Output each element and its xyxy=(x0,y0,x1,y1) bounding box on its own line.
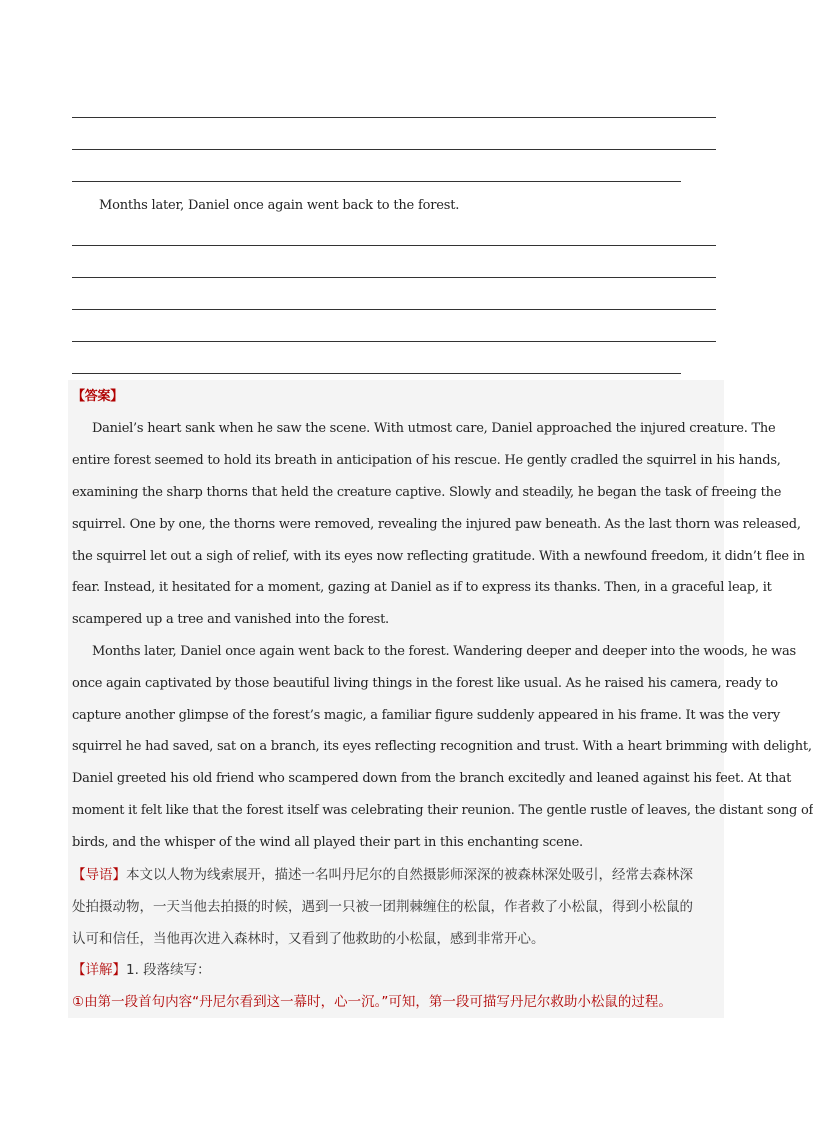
answer-p2-line: Months later, Daniel once again went back to the forest. Wandering deeper and deeper into the woods, he was xyxy=(92,644,796,659)
answer-p1-line: entire forest seemed to hold its breath in anticipation of his rescue. He gently cradled the squirrel in his hands, xyxy=(72,453,781,468)
answer-p1-line: Daniel’s heart sank when he saw the scene. With utmost care, Daniel approached the injured creature. The xyxy=(92,421,776,436)
detail-line xyxy=(72,992,720,1012)
guide-text: 处拍摄动物，一天当他去拍摄的时候，遇到一只被一团荆棘缠住的松鼠，作者救了小松鼠，得到小松鼠的 xyxy=(72,899,693,915)
guide-label: 【导语】 xyxy=(72,867,126,883)
answer-p1-line: examining the sharp thorns that held the creature captive. Slowly and steadily, he began the task of freeing the xyxy=(72,485,782,500)
writing-line xyxy=(72,117,716,118)
answer-p2-line: squirrel he had saved, sat on a branch, its eyes reflecting recognition and trust. With a heart brimming with delight, xyxy=(72,739,812,754)
guide-text: 本文以人物为线索展开，描述一名叫丹尼尔的自然摄影师深深的被森林深处吸引，经常去森林深 xyxy=(126,867,693,883)
writing-line xyxy=(72,277,716,278)
guide-line xyxy=(72,897,720,917)
answer-p1-line: scampered up a tree and vanished into the forest. xyxy=(72,612,389,627)
writing-line xyxy=(72,149,716,150)
detail-point: ①由第一段首句内容“丹尼尔看到这一幕时，心一沉。”可知，第一段可描写丹尼尔救助小松鼠的过程。 xyxy=(72,994,672,1010)
guide-line xyxy=(72,865,720,885)
prompt-sentence: Months later, Daniel once again went back to the forest. xyxy=(99,198,460,213)
writing-line xyxy=(72,341,716,342)
answer-label-line xyxy=(72,387,718,407)
detail-label: 【详解】 xyxy=(72,962,126,978)
writing-line xyxy=(72,245,716,246)
answer-section xyxy=(68,380,813,1018)
answer-p2-line: moment it felt like that the forest itself was celebrating their reunion. The gentle rustle of leaves, the distant song of xyxy=(72,803,813,818)
answer-p1-line: fear. Instead, it hesitated for a moment, gazing at Daniel as if to express its thanks. Then, in a graceful leap, it xyxy=(72,580,772,595)
detail-line xyxy=(72,960,720,980)
writing-line xyxy=(72,181,681,182)
answer-p1-line: the squirrel let out a sigh of relief, with its eyes now reflecting gratitude. With a newfound freedom, it didn’t flee in xyxy=(72,549,805,564)
answer-p2-line: capture another glimpse of the forest’s magic, a familiar figure suddenly appeared in his frame. It was the very xyxy=(72,708,780,723)
detail-heading: 1. 段落续写： xyxy=(126,962,211,978)
answer-p2-line: birds, and the whisper of the wind all played their part in this enchanting scene. xyxy=(72,835,583,850)
guide-text: 认可和信任，当他再次进入森林时，又看到了他救助的小松鼠，感到非常开心。 xyxy=(72,931,545,947)
writing-line xyxy=(72,373,681,374)
answer-p2-line: Daniel greeted his old friend who scampered down from the branch excitedly and leaned against his feet. At that xyxy=(72,771,792,786)
answer-label: 【答案】 xyxy=(72,389,124,404)
answer-p1-line: squirrel. One by one, the thorns were removed, revealing the injured paw beneath. As the last thorn was released, xyxy=(72,517,801,532)
writing-line xyxy=(72,309,716,310)
answer-p2-line: once again captivated by those beautiful living things in the forest like usual. As he raised his camera, ready to xyxy=(72,676,778,691)
guide-line xyxy=(72,929,720,949)
